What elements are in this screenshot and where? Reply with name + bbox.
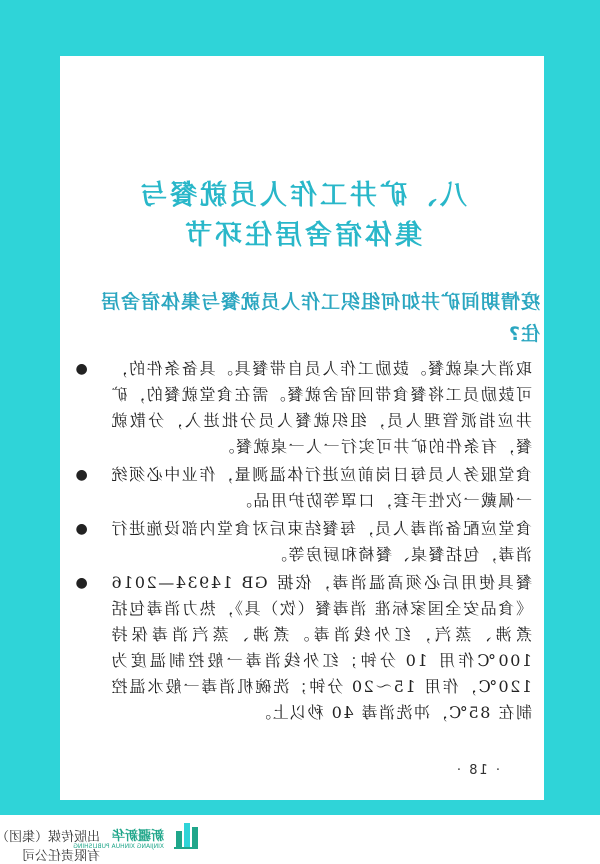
list-item — [74, 516, 544, 568]
list-item-text: 取消大桌就餐。鼓励工作人员自带餐具。具备条件的，可鼓励员工将餐食带回宿舍就餐。需在食堂就餐的，矿井应指派管理人员，组织就餐人员分批进入，分散就餐，有条件的矿井可实行一人一桌就餐。 — [110, 359, 532, 456]
section-title-line1: 八、矿井工作人员就餐与 — [137, 180, 467, 211]
list-item-text: 餐具使用后必须高温消毒，依据 GB 14934—2016《食品安全国家标准 消毒餐（饮）具》，热力消毒包括煮沸、蒸汽，红外线消毒。煮沸、蒸汽消毒保持 100℃作用 10 分钟；红外线消毒一般控制温度为 120℃，作用 15～20 分钟；洗碗机消毒一般水温控制在 85℃，冲洗消毒 40 秒以上。 — [110, 573, 532, 722]
bullet-icon: ● — [74, 521, 88, 537]
section-title-line2: 集体宿舍居住环节 — [182, 220, 422, 251]
publisher-logo-icon — [170, 821, 200, 851]
list-item-text: 食堂应配备消毒人员，每餐结束后对食堂内部设施进行消毒，包括餐桌、餐椅和厨房等。 — [110, 519, 532, 564]
list-item — [74, 570, 544, 726]
publisher-subtitle: XINJIANG XINHUA PUBLISHING — [73, 843, 164, 850]
answer-list — [74, 356, 544, 728]
bullet-icon: ● — [74, 361, 88, 377]
publisher-name: 出版传媒（集团）有限责任公司 — [2, 830, 100, 864]
list-item-text: 食堂服务人员每日岗前应进行体温测量，作业中必须统一佩戴一次性手套，口罩等防护用品。 — [110, 465, 532, 510]
bullet-icon: ● — [74, 467, 88, 483]
question-heading: 疫情期间矿井如何组织工作人员就餐与集体宿舍居住? — [99, 291, 540, 345]
page-number: · 18 · — [454, 763, 500, 778]
section-title — [60, 176, 544, 256]
publisher-bar — [0, 815, 600, 864]
list-item — [74, 462, 544, 514]
document-page — [60, 56, 544, 800]
list-item — [74, 356, 544, 460]
publisher-brand: 新疆新华 — [111, 829, 164, 844]
bullet-icon: ● — [74, 575, 88, 591]
